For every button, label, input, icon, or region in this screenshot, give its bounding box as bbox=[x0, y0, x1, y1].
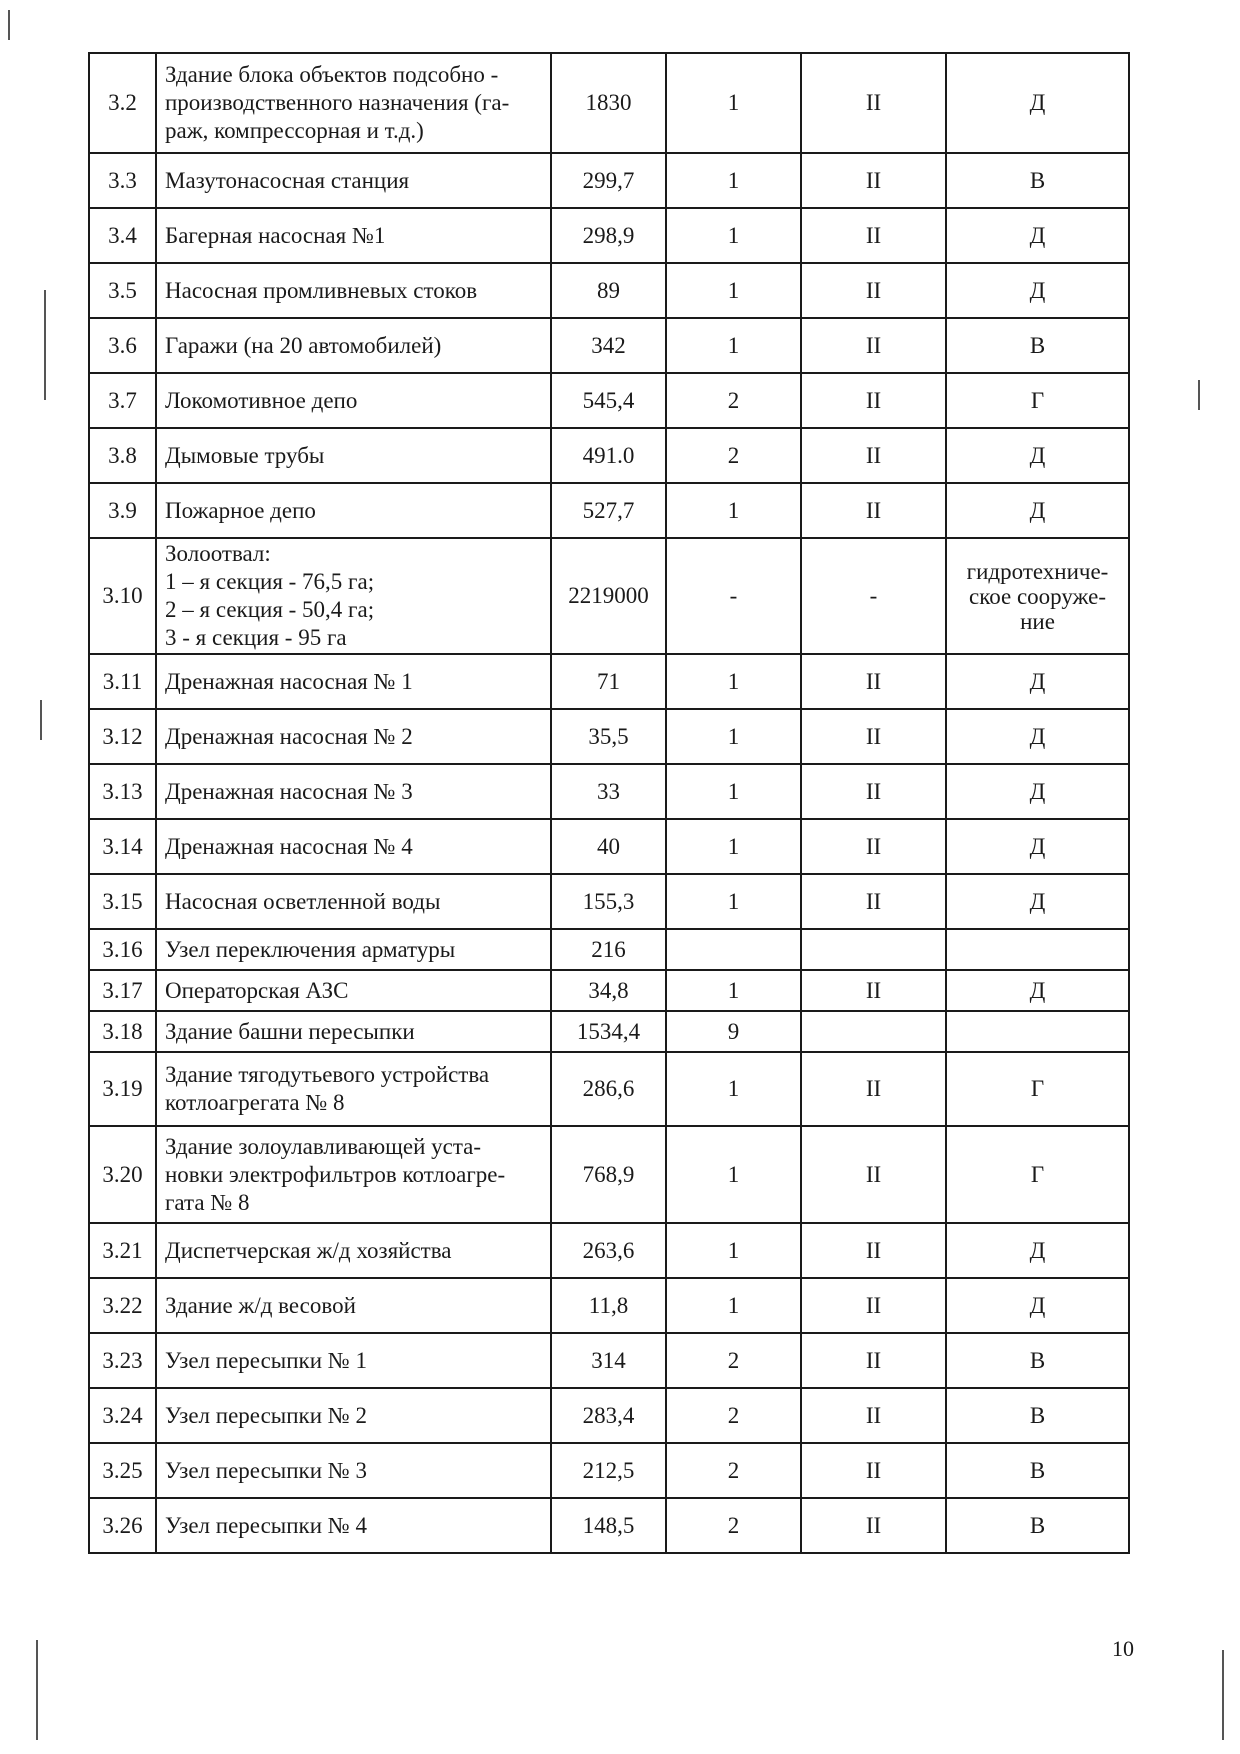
row-name: Гаражи (на 20 автомобилей) bbox=[156, 318, 551, 373]
row-area: 33 bbox=[551, 764, 666, 819]
row-fire-resistance: II bbox=[801, 153, 946, 208]
row-floors: 1 bbox=[666, 1052, 801, 1126]
row-area: 491.0 bbox=[551, 428, 666, 483]
table-row bbox=[89, 208, 1129, 263]
row-fire-resistance: II bbox=[801, 970, 946, 1011]
row-number: 3.6 bbox=[89, 318, 156, 373]
row-name: Здание золоулавливающей уста- новки электрофильтров котлоагре- гата № 8 bbox=[156, 1126, 551, 1223]
row-category: Г bbox=[946, 1126, 1129, 1223]
row-category: Д bbox=[946, 874, 1129, 929]
row-area: 35,5 bbox=[551, 709, 666, 764]
row-area: 1830 bbox=[551, 53, 666, 153]
row-floors: 1 bbox=[666, 874, 801, 929]
row-floors: 1 bbox=[666, 819, 801, 874]
page-number: 10 bbox=[1112, 1636, 1134, 1661]
row-fire-resistance: - bbox=[801, 538, 946, 654]
row-fire-resistance: II bbox=[801, 1333, 946, 1388]
row-number: 3.12 bbox=[89, 709, 156, 764]
row-number: 3.13 bbox=[89, 764, 156, 819]
row-floors: 1 bbox=[666, 709, 801, 764]
row-area: 342 bbox=[551, 318, 666, 373]
row-name: Дренажная насосная № 3 bbox=[156, 764, 551, 819]
row-name: Операторская АЗС bbox=[156, 970, 551, 1011]
row-floors: 1 bbox=[666, 483, 801, 538]
row-floors: 1 bbox=[666, 970, 801, 1011]
row-name: Мазутонасосная станция bbox=[156, 153, 551, 208]
row-area: 768,9 bbox=[551, 1126, 666, 1223]
row-fire-resistance: II bbox=[801, 483, 946, 538]
table-row bbox=[89, 1052, 1129, 1126]
row-number: 3.5 bbox=[89, 263, 156, 318]
row-fire-resistance: II bbox=[801, 709, 946, 764]
row-number: 3.24 bbox=[89, 1388, 156, 1443]
row-floors bbox=[666, 929, 801, 970]
row-category: Г bbox=[946, 373, 1129, 428]
row-area: 314 bbox=[551, 1333, 666, 1388]
row-fire-resistance: II bbox=[801, 208, 946, 263]
row-category: Д bbox=[946, 53, 1129, 153]
row-category: Д bbox=[946, 1223, 1129, 1278]
row-number: 3.26 bbox=[89, 1498, 156, 1553]
table-row bbox=[89, 819, 1129, 874]
row-name: Пожарное депо bbox=[156, 483, 551, 538]
table-row bbox=[89, 153, 1129, 208]
row-name: Здание блока объектов подсобно - производственного назначения (га- раж, компрессорная и т.д.) bbox=[156, 53, 551, 153]
margin-mark bbox=[1222, 1650, 1224, 1740]
margin-mark bbox=[44, 290, 46, 400]
row-fire-resistance bbox=[801, 929, 946, 970]
row-category: Д bbox=[946, 483, 1129, 538]
row-name: Узел пересыпки № 2 bbox=[156, 1388, 551, 1443]
table-row bbox=[89, 428, 1129, 483]
table-row bbox=[89, 1126, 1129, 1223]
row-category: Д bbox=[946, 764, 1129, 819]
table-row bbox=[89, 654, 1129, 709]
margin-mark bbox=[40, 700, 42, 740]
row-number: 3.18 bbox=[89, 1011, 156, 1052]
row-fire-resistance: II bbox=[801, 764, 946, 819]
row-category: Д bbox=[946, 263, 1129, 318]
row-fire-resistance: II bbox=[801, 819, 946, 874]
table-row bbox=[89, 1498, 1129, 1553]
row-floors: 2 bbox=[666, 1443, 801, 1498]
row-number: 3.10 bbox=[89, 538, 156, 654]
row-number: 3.9 bbox=[89, 483, 156, 538]
row-category: В bbox=[946, 1498, 1129, 1553]
table-row bbox=[89, 263, 1129, 318]
row-number: 3.16 bbox=[89, 929, 156, 970]
row-category: В bbox=[946, 318, 1129, 373]
row-name: Узел пересыпки № 4 bbox=[156, 1498, 551, 1553]
row-floors: 2 bbox=[666, 428, 801, 483]
row-category: Д bbox=[946, 1278, 1129, 1333]
row-number: 3.17 bbox=[89, 970, 156, 1011]
row-area: 298,9 bbox=[551, 208, 666, 263]
row-category: гидротехниче- ское сооруже- ние bbox=[946, 538, 1129, 654]
row-name: Насосная осветленной воды bbox=[156, 874, 551, 929]
row-name: Дренажная насосная № 4 bbox=[156, 819, 551, 874]
row-fire-resistance: II bbox=[801, 53, 946, 153]
row-fire-resistance: II bbox=[801, 318, 946, 373]
row-floors: 1 bbox=[666, 654, 801, 709]
table-row bbox=[89, 709, 1129, 764]
row-area: 155,3 bbox=[551, 874, 666, 929]
row-area: 263,6 bbox=[551, 1223, 666, 1278]
row-area: 283,4 bbox=[551, 1388, 666, 1443]
row-area: 148,5 bbox=[551, 1498, 666, 1553]
row-category bbox=[946, 1011, 1129, 1052]
table-row bbox=[89, 538, 1129, 654]
row-name: Насосная промливневых стоков bbox=[156, 263, 551, 318]
row-category: Д bbox=[946, 970, 1129, 1011]
table-body bbox=[89, 53, 1129, 1553]
row-number: 3.2 bbox=[89, 53, 156, 153]
table-row bbox=[89, 53, 1129, 153]
row-area: 299,7 bbox=[551, 153, 666, 208]
row-name: Золоотвал: 1 – я секция - 76,5 га; 2 – я секция - 50,4 га; 3 - я секция - 95 га bbox=[156, 538, 551, 654]
table-row bbox=[89, 929, 1129, 970]
row-area: 286,6 bbox=[551, 1052, 666, 1126]
row-category: Д bbox=[946, 819, 1129, 874]
table-row bbox=[89, 1011, 1129, 1052]
row-fire-resistance: II bbox=[801, 263, 946, 318]
row-area: 216 bbox=[551, 929, 666, 970]
row-area: 545,4 bbox=[551, 373, 666, 428]
row-floors: 1 bbox=[666, 53, 801, 153]
row-fire-resistance: II bbox=[801, 874, 946, 929]
row-category: В bbox=[946, 153, 1129, 208]
buildings-table bbox=[88, 52, 1130, 1554]
row-name: Диспетчерская ж/д хозяйства bbox=[156, 1223, 551, 1278]
row-name: Багерная насосная №1 bbox=[156, 208, 551, 263]
row-area: 89 bbox=[551, 263, 666, 318]
margin-mark bbox=[36, 1640, 38, 1740]
row-area: 11,8 bbox=[551, 1278, 666, 1333]
row-floors: - bbox=[666, 538, 801, 654]
table-row bbox=[89, 764, 1129, 819]
row-fire-resistance: II bbox=[801, 1498, 946, 1553]
row-area: 40 bbox=[551, 819, 666, 874]
row-floors: 1 bbox=[666, 1223, 801, 1278]
row-floors: 2 bbox=[666, 1498, 801, 1553]
row-category: Д bbox=[946, 709, 1129, 764]
row-name: Локомотивное депо bbox=[156, 373, 551, 428]
row-fire-resistance: II bbox=[801, 373, 946, 428]
row-floors: 1 bbox=[666, 764, 801, 819]
table-row bbox=[89, 1443, 1129, 1498]
row-name: Дренажная насосная № 1 bbox=[156, 654, 551, 709]
row-floors: 2 bbox=[666, 373, 801, 428]
row-floors: 2 bbox=[666, 1388, 801, 1443]
table-row bbox=[89, 373, 1129, 428]
row-fire-resistance: II bbox=[801, 1443, 946, 1498]
row-number: 3.21 bbox=[89, 1223, 156, 1278]
row-number: 3.22 bbox=[89, 1278, 156, 1333]
table-row bbox=[89, 1388, 1129, 1443]
row-number: 3.11 bbox=[89, 654, 156, 709]
row-fire-resistance: II bbox=[801, 1278, 946, 1333]
row-fire-resistance: II bbox=[801, 1223, 946, 1278]
row-area: 527,7 bbox=[551, 483, 666, 538]
row-number: 3.20 bbox=[89, 1126, 156, 1223]
row-name: Здание тягодутьевого устройства котлоагрегата № 8 bbox=[156, 1052, 551, 1126]
row-category bbox=[946, 929, 1129, 970]
row-name: Узел пересыпки № 3 bbox=[156, 1443, 551, 1498]
row-floors: 1 bbox=[666, 208, 801, 263]
row-number: 3.25 bbox=[89, 1443, 156, 1498]
row-floors: 1 bbox=[666, 1126, 801, 1223]
row-fire-resistance bbox=[801, 1011, 946, 1052]
row-number: 3.4 bbox=[89, 208, 156, 263]
table-row bbox=[89, 483, 1129, 538]
row-category: В bbox=[946, 1443, 1129, 1498]
row-area: 34,8 bbox=[551, 970, 666, 1011]
row-floors: 9 bbox=[666, 1011, 801, 1052]
row-floors: 1 bbox=[666, 153, 801, 208]
table-row bbox=[89, 970, 1129, 1011]
row-fire-resistance: II bbox=[801, 1126, 946, 1223]
table-row bbox=[89, 1333, 1129, 1388]
row-category: Д bbox=[946, 428, 1129, 483]
row-number: 3.7 bbox=[89, 373, 156, 428]
table-row bbox=[89, 874, 1129, 929]
table-row bbox=[89, 1278, 1129, 1333]
margin-mark bbox=[1198, 380, 1200, 410]
row-category: Д bbox=[946, 208, 1129, 263]
row-floors: 1 bbox=[666, 1278, 801, 1333]
row-fire-resistance: II bbox=[801, 654, 946, 709]
row-category: Г bbox=[946, 1052, 1129, 1126]
row-area: 2219000 bbox=[551, 538, 666, 654]
row-floors: 2 bbox=[666, 1333, 801, 1388]
table-row bbox=[89, 318, 1129, 373]
row-floors: 1 bbox=[666, 318, 801, 373]
row-floors: 1 bbox=[666, 263, 801, 318]
row-fire-resistance: II bbox=[801, 1388, 946, 1443]
row-number: 3.23 bbox=[89, 1333, 156, 1388]
row-area: 212,5 bbox=[551, 1443, 666, 1498]
row-category: В bbox=[946, 1388, 1129, 1443]
row-area: 1534,4 bbox=[551, 1011, 666, 1052]
row-name: Здание башни пересыпки bbox=[156, 1011, 551, 1052]
row-category: В bbox=[946, 1333, 1129, 1388]
row-number: 3.8 bbox=[89, 428, 156, 483]
row-name: Дренажная насосная № 2 bbox=[156, 709, 551, 764]
row-fire-resistance: II bbox=[801, 428, 946, 483]
table-row bbox=[89, 1223, 1129, 1278]
row-number: 3.3 bbox=[89, 153, 156, 208]
row-number: 3.19 bbox=[89, 1052, 156, 1126]
row-name: Узел переключения арматуры bbox=[156, 929, 551, 970]
row-category: Д bbox=[946, 654, 1129, 709]
row-area: 71 bbox=[551, 654, 666, 709]
margin-mark bbox=[8, 10, 10, 40]
row-number: 3.15 bbox=[89, 874, 156, 929]
row-name: Здание ж/д весовой bbox=[156, 1278, 551, 1333]
row-name: Узел пересыпки № 1 bbox=[156, 1333, 551, 1388]
row-fire-resistance: II bbox=[801, 1052, 946, 1126]
row-number: 3.14 bbox=[89, 819, 156, 874]
row-name: Дымовые трубы bbox=[156, 428, 551, 483]
